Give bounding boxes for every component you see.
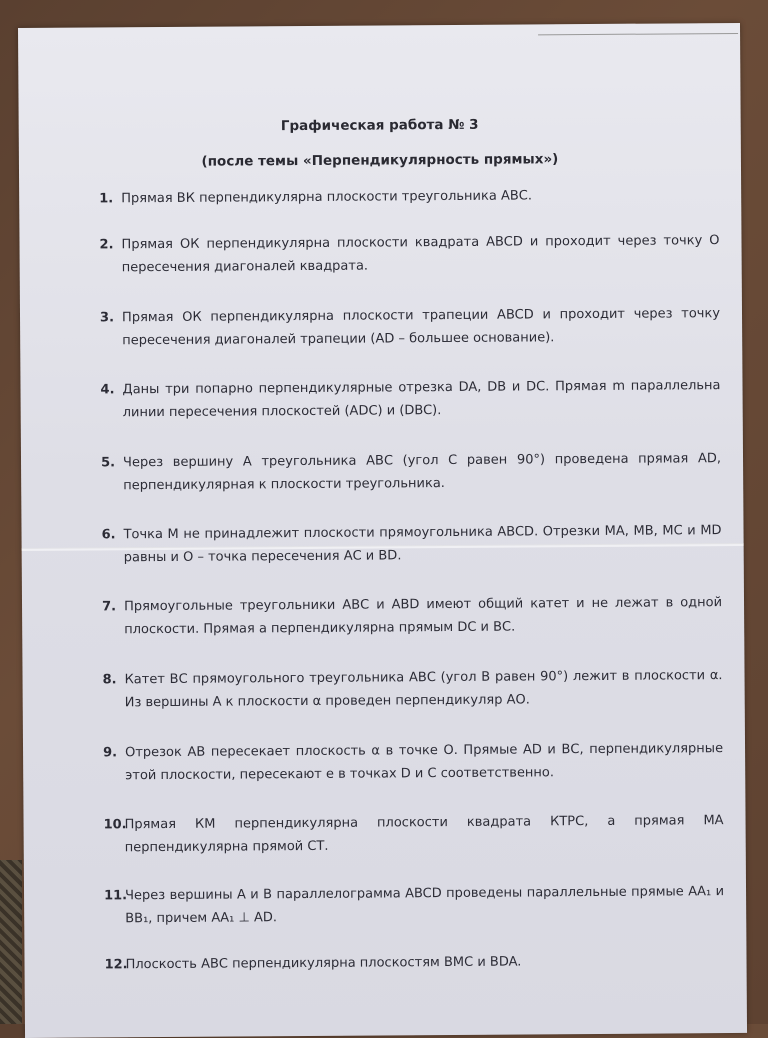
task-text: Через вершину А треугольника АВС (угол С равен 90°) проведена прямая AD, перпендикулярная к плоскости треугольника. [122,451,722,494]
task-text: Прямая ОК перпендикулярна плоскости квадрата ABCD и проходит через точку О пересечения диагоналей квадрата. [121,233,720,276]
task-item-4 [100,374,720,424]
task-item-1 [99,183,719,210]
task-text: Отрезок АВ пересекает плоскость α в точке О. Прямые AD и ВС, перпендикулярные этой плоскости, пересекают е в точках D и С соответственно. [125,741,724,784]
task-text: Даны три попарно перпендикулярные отрезка DA, DB и DC. Прямая m параллельна линии пересечения плоскостей (ADC) и (DBC). [122,378,721,421]
task-item-2 [99,229,719,279]
task-number: 5. [100,455,116,471]
task-text: Прямоугольные треугольники АВС и ABD имеют общий катет и не лежат в одной плоскости. Прямая a перпендикулярна прямым DC и ВС. [123,595,723,638]
task-number: 1. [99,191,114,207]
document-subtitle: (после темы «Перпендикулярность прямых») [201,151,559,170]
ruled-line [538,33,738,35]
task-item-3 [100,302,720,352]
task-text: Катет ВС прямоугольного треугольника АВС (угол В равен 90°) лежит в плоскости α. Из вершины А к плоскости α проведен перпендикуляр АО. [124,668,723,711]
task-text: Через вершины А и В параллелограмма ABCD проведены параллельные прямые АА₁ и ВВ₁, причем АА₁ ⊥ AD. [125,884,725,927]
task-text: Точка М не принадлежит плоскости прямоугольника ABCD. Отрезки МА, МВ, МС и MD равны и О – точка пересечения АС и BD. [123,523,722,566]
paper-sheet [18,23,747,1038]
task-number: 4. [100,382,115,398]
carpet-background [0,860,22,1024]
task-item-12 [104,949,724,976]
task-number: 12. [104,957,128,973]
task-item-8 [102,664,722,714]
task-item-11 [104,880,724,930]
task-number: 7. [101,599,117,615]
task-number: 9. [103,745,118,761]
document-title: Графическая работа № 3 [280,116,479,135]
task-text: Плоскость АВС перпендикулярна плоскостям ВМС и BDA. [125,954,522,973]
task-item-10 [103,809,723,859]
task-item-5 [101,447,721,497]
task-number: 2. [99,237,114,253]
task-item-9 [103,737,723,787]
task-text: Прямая ВК перпендикулярна плоскости треугольника АВС. [121,188,533,207]
task-item-6 [101,519,721,569]
task-number: 6. [101,527,116,543]
task-text: Прямая КМ перпендикулярна плоскости квадрата КТРС, а прямая МА перпендикулярна прямой СТ. [124,813,724,856]
task-item-7 [102,591,722,641]
task-number: 8. [102,672,117,688]
task-number: 3. [99,310,115,326]
task-number: 10. [103,817,127,833]
task-number: 11. [104,888,128,904]
task-text: Прямая ОК перпендикулярна плоскости трапеции ABCD и проходит через точку пересечения диагоналей трапеции (AD – большее основание). [121,306,721,349]
